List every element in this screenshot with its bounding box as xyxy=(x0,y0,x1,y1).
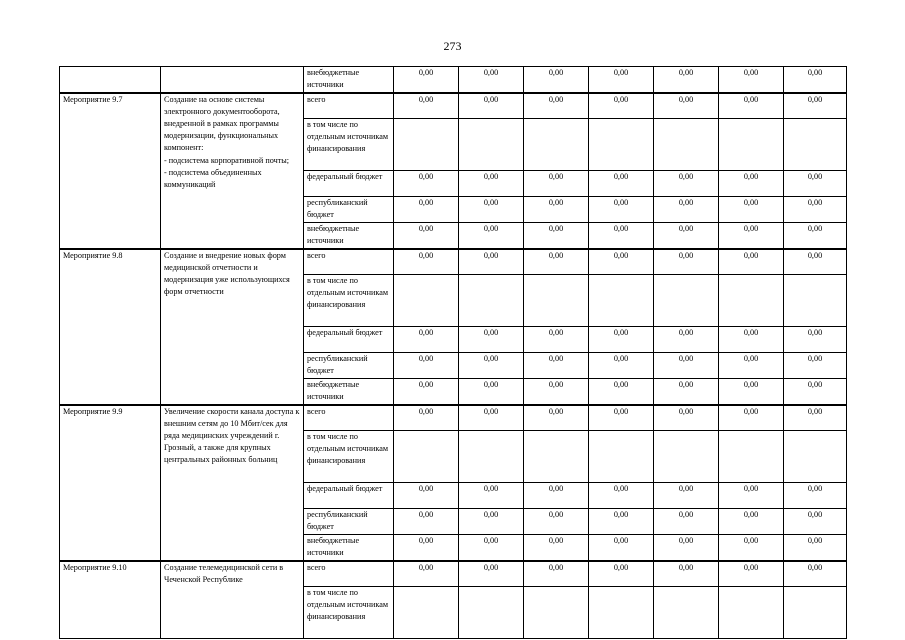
funding-source-cell: внебюджетные источники xyxy=(304,379,394,405)
value-cell: 0,00 xyxy=(394,223,459,249)
value-cell xyxy=(784,587,847,639)
value-cell: 0,00 xyxy=(394,509,459,535)
funding-source-cell: внебюджетные источники xyxy=(304,67,394,93)
value-cell: 0,00 xyxy=(654,327,719,353)
value-cell: 0,00 xyxy=(654,93,719,119)
value-cell: 0,00 xyxy=(784,327,847,353)
value-cell: 0,00 xyxy=(589,327,654,353)
activity-code-cell xyxy=(60,67,161,93)
value-cell xyxy=(784,119,847,171)
funding-source-cell: федеральный бюджет xyxy=(304,327,394,353)
value-cell: 0,00 xyxy=(654,379,719,405)
value-cell: 0,00 xyxy=(589,223,654,249)
value-cell: 0,00 xyxy=(784,223,847,249)
value-cell: 0,00 xyxy=(459,67,524,93)
table-row xyxy=(60,67,847,93)
funding-source-cell: внебюджетные источники xyxy=(304,535,394,561)
activity-description-cell: Создание телемедицинской сети в Чеченской Республике xyxy=(161,561,304,639)
value-cell xyxy=(524,119,589,171)
value-cell: 0,00 xyxy=(459,249,524,275)
value-cell xyxy=(394,587,459,639)
value-cell: 0,00 xyxy=(524,509,589,535)
table-row xyxy=(60,249,847,275)
value-cell: 0,00 xyxy=(654,509,719,535)
value-cell: 0,00 xyxy=(524,197,589,223)
value-cell xyxy=(524,431,589,483)
activity-description-cell: Создание на основе системы электронного документооборота, внедренной в рамках программы модернизации, функциональных компонент: - подсистема корпоративной почты; - подсистема объединенных коммуникаций xyxy=(161,93,304,249)
value-cell: 0,00 xyxy=(654,483,719,509)
value-cell: 0,00 xyxy=(459,379,524,405)
funding-source-cell: республиканский бюджет xyxy=(304,509,394,535)
value-cell: 0,00 xyxy=(394,405,459,431)
activity-code-cell: Мероприятие 9.9 xyxy=(60,405,161,561)
activity-code-cell: Мероприятие 9.8 xyxy=(60,249,161,405)
funding-table xyxy=(59,66,847,639)
value-cell: 0,00 xyxy=(719,197,784,223)
value-cell xyxy=(654,431,719,483)
funding-source-cell: в том числе по отдельным источникам финансирования xyxy=(304,119,394,171)
value-cell: 0,00 xyxy=(589,93,654,119)
value-cell: 0,00 xyxy=(784,379,847,405)
value-cell: 0,00 xyxy=(719,379,784,405)
activity-description-cell xyxy=(161,67,304,93)
value-cell: 0,00 xyxy=(394,535,459,561)
value-cell: 0,00 xyxy=(784,405,847,431)
value-cell: 0,00 xyxy=(719,483,784,509)
value-cell: 0,00 xyxy=(589,171,654,197)
value-cell: 0,00 xyxy=(784,353,847,379)
value-cell xyxy=(654,119,719,171)
value-cell xyxy=(524,587,589,639)
value-cell: 0,00 xyxy=(459,171,524,197)
value-cell: 0,00 xyxy=(719,67,784,93)
value-cell: 0,00 xyxy=(459,353,524,379)
value-cell xyxy=(784,431,847,483)
value-cell: 0,00 xyxy=(394,561,459,587)
value-cell: 0,00 xyxy=(654,171,719,197)
value-cell: 0,00 xyxy=(524,483,589,509)
funding-source-cell: в том числе по отдельным источникам финансирования xyxy=(304,587,394,639)
value-cell: 0,00 xyxy=(719,171,784,197)
value-cell: 0,00 xyxy=(784,535,847,561)
value-cell: 0,00 xyxy=(654,353,719,379)
value-cell: 0,00 xyxy=(459,509,524,535)
value-cell: 0,00 xyxy=(524,223,589,249)
value-cell: 0,00 xyxy=(589,483,654,509)
value-cell: 0,00 xyxy=(589,535,654,561)
value-cell: 0,00 xyxy=(589,249,654,275)
funding-source-cell: республиканский бюджет xyxy=(304,353,394,379)
value-cell: 0,00 xyxy=(654,67,719,93)
value-cell: 0,00 xyxy=(589,67,654,93)
value-cell: 0,00 xyxy=(394,67,459,93)
value-cell: 0,00 xyxy=(524,405,589,431)
value-cell: 0,00 xyxy=(654,405,719,431)
value-cell: 0,00 xyxy=(589,405,654,431)
value-cell: 0,00 xyxy=(394,379,459,405)
value-cell xyxy=(589,587,654,639)
value-cell: 0,00 xyxy=(394,483,459,509)
value-cell: 0,00 xyxy=(719,509,784,535)
value-cell xyxy=(459,587,524,639)
value-cell: 0,00 xyxy=(719,535,784,561)
value-cell: 0,00 xyxy=(394,171,459,197)
value-cell: 0,00 xyxy=(459,93,524,119)
value-cell xyxy=(394,275,459,327)
value-cell: 0,00 xyxy=(394,93,459,119)
value-cell: 0,00 xyxy=(784,93,847,119)
value-cell: 0,00 xyxy=(459,223,524,249)
value-cell xyxy=(719,431,784,483)
value-cell: 0,00 xyxy=(524,353,589,379)
value-cell: 0,00 xyxy=(719,327,784,353)
value-cell: 0,00 xyxy=(784,509,847,535)
funding-source-cell: всего xyxy=(304,249,394,275)
value-cell: 0,00 xyxy=(589,379,654,405)
value-cell xyxy=(589,119,654,171)
value-cell: 0,00 xyxy=(719,249,784,275)
value-cell: 0,00 xyxy=(654,561,719,587)
table-body xyxy=(60,67,847,639)
value-cell: 0,00 xyxy=(524,249,589,275)
activity-code-cell: Мероприятие 9.10 xyxy=(60,561,161,639)
value-cell xyxy=(719,587,784,639)
value-cell xyxy=(589,275,654,327)
value-cell: 0,00 xyxy=(394,197,459,223)
table-row xyxy=(60,561,847,587)
value-cell: 0,00 xyxy=(654,535,719,561)
value-cell: 0,00 xyxy=(784,561,847,587)
page-number: 273 xyxy=(443,39,462,53)
value-cell xyxy=(589,431,654,483)
value-cell: 0,00 xyxy=(719,223,784,249)
value-cell xyxy=(459,275,524,327)
value-cell: 0,00 xyxy=(784,483,847,509)
value-cell: 0,00 xyxy=(784,197,847,223)
value-cell: 0,00 xyxy=(784,67,847,93)
funding-source-cell: внебюджетные источники xyxy=(304,223,394,249)
funding-source-cell: всего xyxy=(304,561,394,587)
value-cell: 0,00 xyxy=(524,171,589,197)
value-cell: 0,00 xyxy=(719,561,784,587)
value-cell xyxy=(459,119,524,171)
funding-source-cell: всего xyxy=(304,405,394,431)
funding-source-cell: в том числе по отдельным источникам финансирования xyxy=(304,431,394,483)
value-cell: 0,00 xyxy=(459,535,524,561)
funding-source-cell: федеральный бюджет xyxy=(304,483,394,509)
value-cell xyxy=(654,275,719,327)
value-cell: 0,00 xyxy=(589,353,654,379)
value-cell xyxy=(719,119,784,171)
value-cell: 0,00 xyxy=(719,93,784,119)
value-cell xyxy=(654,587,719,639)
table-row xyxy=(60,93,847,119)
value-cell: 0,00 xyxy=(589,561,654,587)
activity-description-cell: Увеличение скорости канала доступа к внешним сетям до 10 Мбит/сек для ряда медицинских учреждений г. Грозный, а также для крупных центральных районных больниц xyxy=(161,405,304,561)
funding-source-cell: в том числе по отдельным источникам финансирования xyxy=(304,275,394,327)
funding-source-cell: всего xyxy=(304,93,394,119)
value-cell xyxy=(459,431,524,483)
value-cell: 0,00 xyxy=(524,379,589,405)
value-cell: 0,00 xyxy=(394,327,459,353)
value-cell: 0,00 xyxy=(589,197,654,223)
value-cell: 0,00 xyxy=(459,197,524,223)
value-cell: 0,00 xyxy=(394,353,459,379)
value-cell: 0,00 xyxy=(784,171,847,197)
value-cell: 0,00 xyxy=(524,327,589,353)
value-cell xyxy=(719,275,784,327)
value-cell: 0,00 xyxy=(459,327,524,353)
value-cell: 0,00 xyxy=(719,405,784,431)
value-cell: 0,00 xyxy=(394,249,459,275)
value-cell: 0,00 xyxy=(459,561,524,587)
value-cell: 0,00 xyxy=(524,93,589,119)
value-cell: 0,00 xyxy=(524,67,589,93)
value-cell: 0,00 xyxy=(654,249,719,275)
value-cell: 0,00 xyxy=(654,197,719,223)
value-cell: 0,00 xyxy=(589,509,654,535)
value-cell: 0,00 xyxy=(784,249,847,275)
value-cell: 0,00 xyxy=(459,483,524,509)
value-cell: 0,00 xyxy=(654,223,719,249)
value-cell xyxy=(394,431,459,483)
value-cell xyxy=(394,119,459,171)
activity-description-cell: Создание и внедрение новых форм медицинской отчетности и модернизация уже использующихся форм отчетности xyxy=(161,249,304,405)
value-cell: 0,00 xyxy=(524,561,589,587)
funding-source-cell: республиканский бюджет xyxy=(304,197,394,223)
value-cell: 0,00 xyxy=(524,535,589,561)
activity-code-cell: Мероприятие 9.7 xyxy=(60,93,161,249)
value-cell xyxy=(524,275,589,327)
value-cell: 0,00 xyxy=(719,353,784,379)
funding-source-cell: федеральный бюджет xyxy=(304,171,394,197)
value-cell xyxy=(784,275,847,327)
table-row xyxy=(60,405,847,431)
value-cell: 0,00 xyxy=(459,405,524,431)
